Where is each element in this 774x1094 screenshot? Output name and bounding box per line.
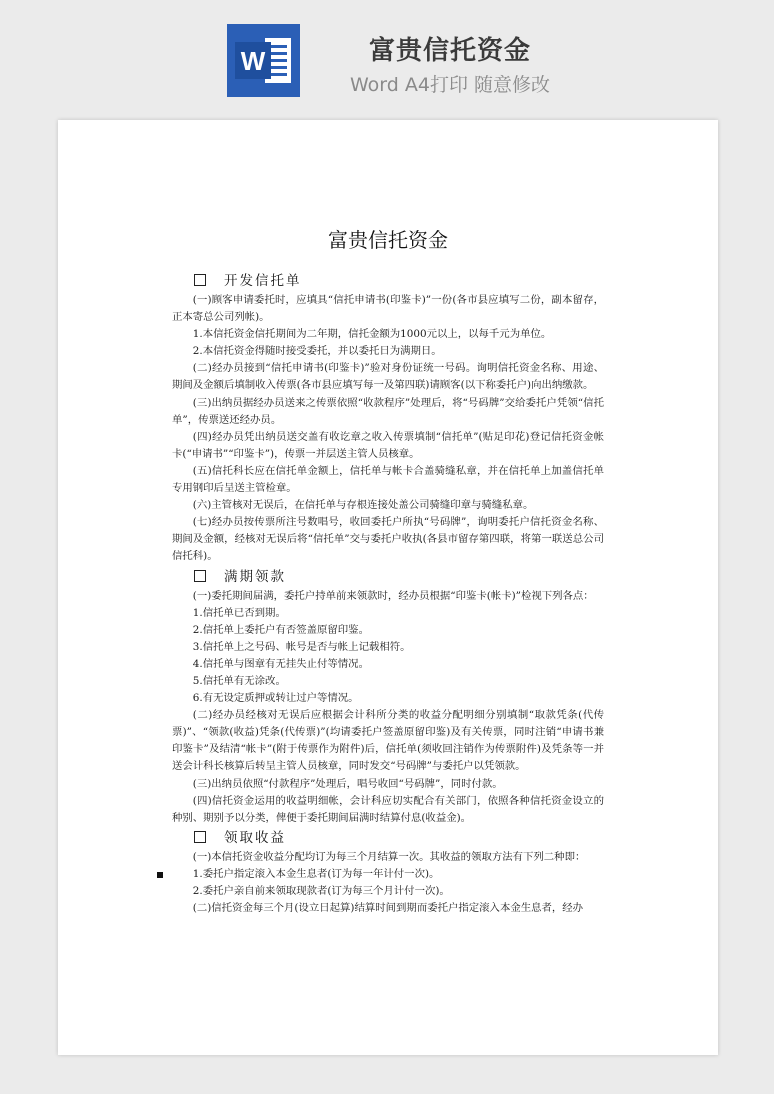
banner-subtitle: Word A4打印 随意修改 [349,74,550,96]
paragraph [172,707,604,775]
header-banner [0,0,774,110]
list-item [172,622,604,639]
paragraph [172,429,604,463]
list-item [172,690,604,707]
paragraph-text: 4.信托单与图章有无挂失止付等情况。 [192,657,369,670]
paragraph [172,497,604,514]
document-title: 富贵信托资金 [328,228,448,252]
paragraph-text: 2.本信托资金得随时接受委托，并以委托日为满期日。 [192,345,442,358]
section-heading [172,566,604,588]
list-item [172,326,604,343]
paragraph [172,395,604,429]
paragraph-text: 2.信托单上委托户有否签盖原留印鉴。 [192,623,369,636]
paragraph [172,463,604,497]
checkbox-square-icon [194,831,206,843]
paragraph [172,900,604,917]
paragraph-text: 3.信托单上之号码、帐号是否与帐上记载相符。 [192,640,411,653]
section-heading [172,270,604,292]
list-item [172,605,604,622]
paragraph-text: 1.本信托资金信托期间为二年期，信托金额为1000元以上，以每千元为单位。 [192,328,552,341]
list-item [172,866,604,883]
paragraph-text: (一)顾客申请委托时，应填具“信托申请书(印鉴卡)”一份(各市县应填写二份，副本留存，正本寄总公司列帐)。 [172,294,604,324]
document-page [58,120,718,1055]
paragraph-text: 1.信托单已否到期。 [192,606,286,619]
list-item [172,883,604,900]
list-item [172,343,604,360]
paragraph-text: (二)信托资金每三个月(设立日起算)结算时间到期而委托户指定滚入本金生息者，经办 [192,902,584,915]
banner-title: 富贵信托资金 [368,36,531,66]
paragraph [172,360,604,394]
list-item [172,656,604,673]
paragraph [172,292,604,326]
section-heading-text: 领取收益 [224,829,286,846]
paragraph [172,793,604,827]
paragraph-text: (三)出纳员依照“付款程序”处理后，唱号收回“号码牌”，同时付款。 [192,777,503,790]
paragraph-text: 5.信托单有无涂改。 [192,674,286,687]
paragraph-text: (七)经办员按传票所注号数唱号，收回委托户所执“号码牌”，询明委托户信托资金名称、期间及金额，经核对无误后将“信托单”交与委托户收执(各县市留存第四联，将第一联送总公司信托科)。 [172,516,604,563]
paragraph-text: (四)经办员凭出纳员送交盖有收讫章之收入传票填制“信托单”(贴足印花)登记信托资金帐卡(“申请书”“印鉴卡”)，传票一并层送主管人员核章。 [172,430,604,460]
list-item [172,673,604,690]
section-heading-text: 开发信托单 [224,273,302,289]
paragraph-text: (二)经办员经核对无误后应根据会计科所分类的收益分配明细分别填制“取款凭条(代传票)”、“领款(收益)凭条(代传票)”(均请委托户签盖原留印鉴)及有关传票，同时注销“申请书兼印鉴卡”及结清“帐卡”(附于传票作为附件)后，信托单(须收回注销作为传票附件)及凭条等一并送会计科长核算后转呈主管人员核章，同时发交“号码牌”与委托户以凭领款。 [172,709,604,773]
paragraph [172,588,604,605]
paragraph [172,514,604,565]
paragraph-text: (五)信托科长应在信托单金额上，信托单与帐卡合盖骑缝私章，并在信托单上加盖信托单专用钢印后呈送主管检章。 [172,464,604,495]
paragraph-text: (六)主管核对无误后，在信托单与存根连接处盖公司骑缝印章与骑缝私章。 [192,499,534,512]
paragraph-text: (一)委托期间届满，委托户持单前来领款时，经办员根据“印鉴卡(帐卡)”检视下列各点： [192,589,594,602]
paragraph [172,849,604,866]
document-body [172,270,604,917]
checkbox-square-icon [194,570,206,582]
paragraph-text: 1.委托户指定滚入本金生息者(订为每一年计付一次)。 [192,867,440,880]
paragraph [172,776,604,793]
paragraph-text: 6.有无设定质押或转让过户等情况。 [192,692,359,705]
paragraph-text: (一)本信托资金收益分配均订为每三个月结算一次。其收益的领取方法有下列二种即： [192,850,586,863]
logo-letter: W [240,46,266,76]
paragraph-text: (三)出纳员据经办员送来之传票依照“收款程序”处理后，将“号码牌”交给委托户凭领“信托单”，传票送还经办员。 [172,396,604,426]
paragraph-text: (二)经办员接到“信托申请书(印鉴卡)”验对身份证统一号码。询明信托资金名称、用途、期间及金额后填制收入传票(各市县应填写每一及第四联)请顾客(以下称委托户)向出纳缴款。 [172,362,604,392]
word-app-icon [227,24,300,97]
checkbox-square-icon [194,274,206,286]
section-heading [172,827,604,849]
paragraph-text: (四)信托资金运用的收益明细帐，会计科应切实配合有关部门，依照各种信托资金设立的种别、期别予以分类，俾便于委托期间届满时结算付息(收益金)。 [172,794,604,824]
list-item [172,639,604,656]
section-heading-text: 满期领款 [224,568,286,585]
bullet-square-icon [157,872,163,878]
paragraph-text: 2.委托户亲自前来领取现款者(订为每三个月计付一次)。 [192,885,450,897]
